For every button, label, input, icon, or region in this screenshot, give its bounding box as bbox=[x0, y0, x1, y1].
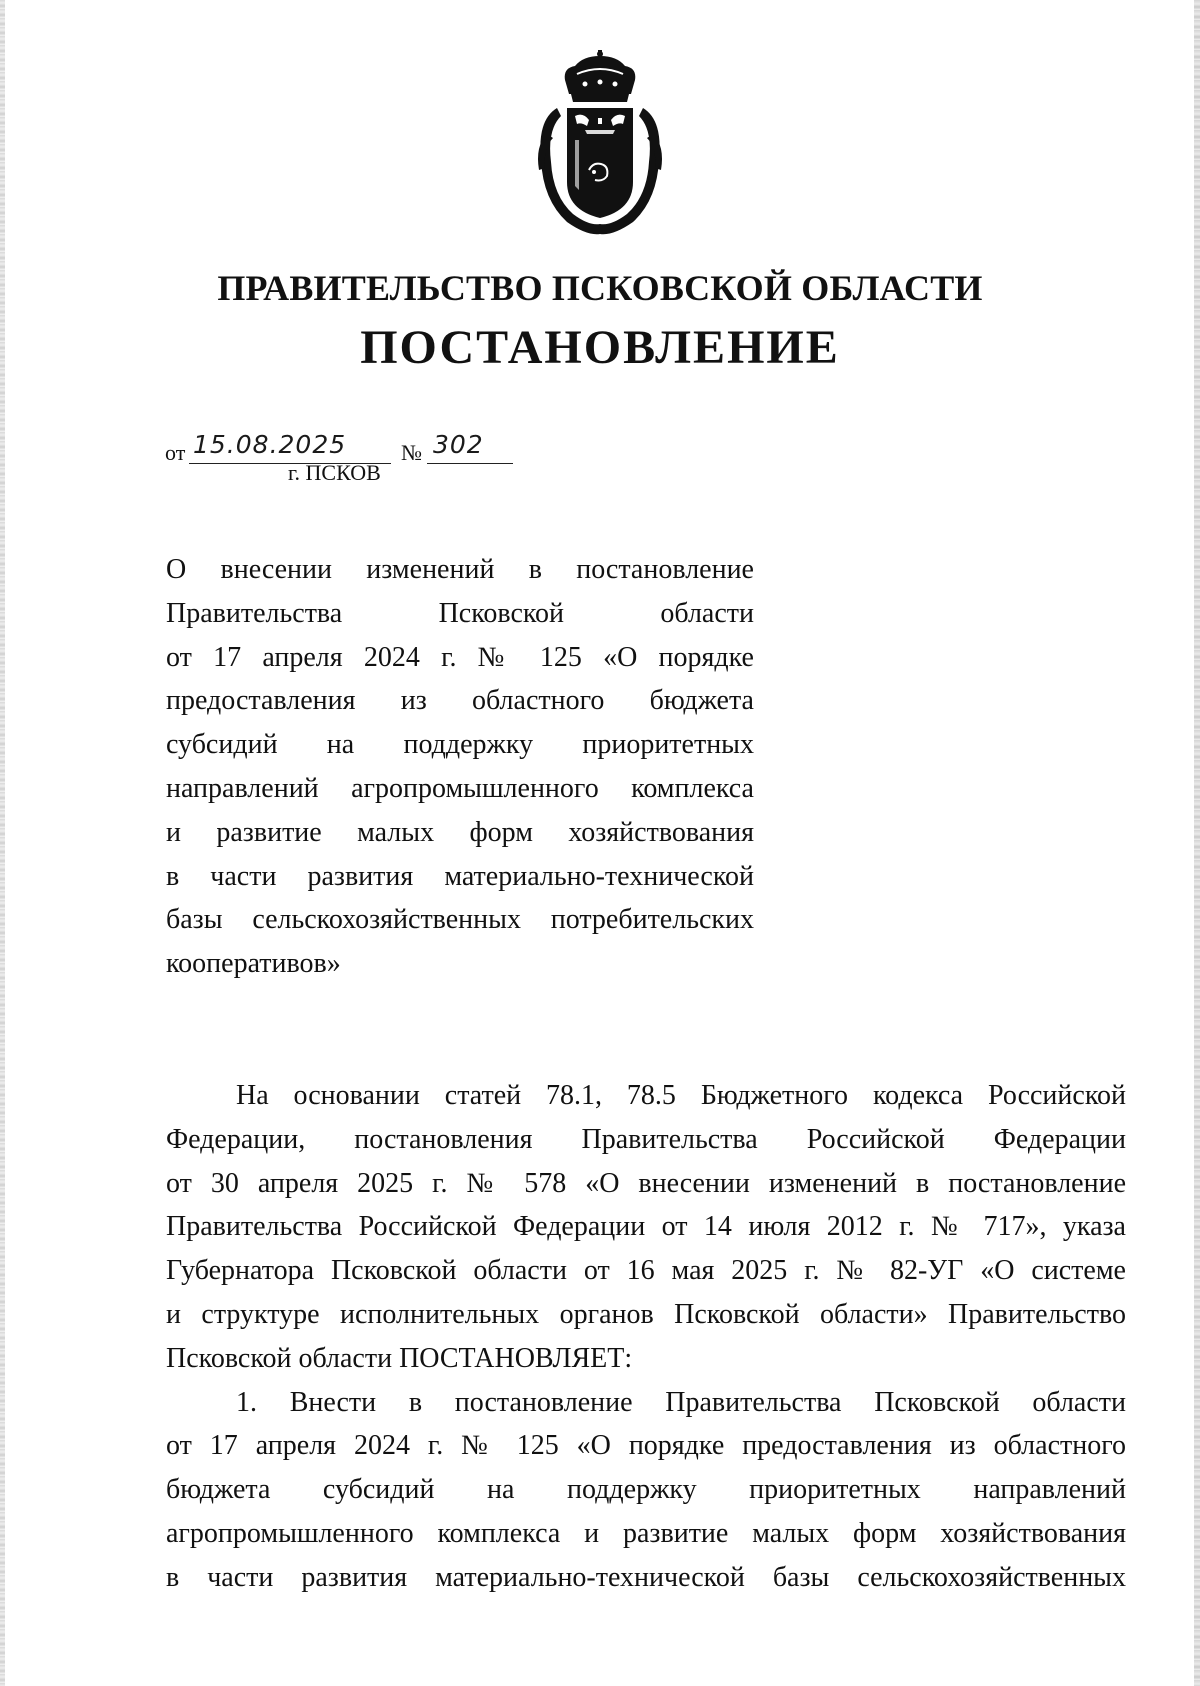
subject-line: в части развития материально-технической bbox=[166, 860, 754, 892]
body-line: Губернатора Псковской области от 16 мая 2025 г. № 82-УГ «О системе bbox=[166, 1255, 1126, 1287]
date-label: от bbox=[165, 440, 186, 465]
body-line: агропромышленного комплекса и развитие малых форм хозяйствования bbox=[166, 1517, 1126, 1549]
body-line: и структуре исполнительных органов Псковской области» Правительство bbox=[166, 1298, 1126, 1330]
subject-line: направлений агропромышленного комплекса bbox=[166, 772, 754, 804]
number-label: № bbox=[401, 440, 422, 465]
document-body bbox=[166, 1074, 1126, 1600]
subject-line: кооперативов» bbox=[166, 948, 341, 980]
subject-line: от 17 апреля 2024 г. № 125 «О порядке bbox=[166, 641, 754, 673]
body-line: от 30 апреля 2025 г. № 578 «О внесении изменений в постановление bbox=[166, 1167, 1126, 1199]
pskov-region-coat-of-arms-icon bbox=[527, 50, 673, 238]
doc-type-title: ПОСТАНОВЛЕНИЕ bbox=[360, 321, 840, 374]
subject-line: О внесении изменений в постановление bbox=[166, 554, 754, 585]
subject-line: субсидий на поддержку приоритетных bbox=[166, 729, 754, 761]
body-line: 1. Внести в постановление Правительства Псковской области bbox=[236, 1386, 1126, 1418]
body-line: от 17 апреля 2024 г. № 125 «О порядке предоставления из областного bbox=[166, 1430, 1126, 1462]
body-line: Федерации, постановления Правительства Российской Федерации bbox=[166, 1123, 1126, 1155]
date-value: 15.08.2025 bbox=[193, 430, 347, 459]
subject-line: предоставления из областного бюджета bbox=[166, 685, 754, 717]
body-line: На основании статей 78.1, 78.5 Бюджетного кодекса Российской bbox=[236, 1080, 1126, 1111]
scan-edge-left bbox=[0, 0, 5, 1686]
org-name: ПРАВИТЕЛЬСТВО ПСКОВСКОЙ ОБЛАСТИ bbox=[217, 268, 983, 308]
city-label: г. ПСКОВ bbox=[288, 460, 381, 485]
number-underline bbox=[427, 463, 513, 464]
body-line: Правительства Российской Федерации от 14 июля 2012 г. № 717», указа bbox=[166, 1211, 1126, 1243]
subject-line: базы сельскохозяйственных потребительских bbox=[166, 904, 754, 936]
scan-edge-right bbox=[1194, 0, 1200, 1686]
subject-line: Правительства Псковской области bbox=[166, 597, 754, 629]
number-value: 302 bbox=[433, 430, 484, 459]
body-line: бюджета субсидий на поддержку приоритетных направлений bbox=[166, 1474, 1126, 1506]
subject-line: и развитие малых форм хозяйствования bbox=[166, 816, 754, 848]
body-line: Псковской области ПОСТАНОВЛЯЕТ: bbox=[166, 1342, 633, 1374]
document-subject bbox=[166, 548, 754, 986]
body-line: в части развития материально-технической базы сельскохозяйственных bbox=[166, 1561, 1126, 1593]
